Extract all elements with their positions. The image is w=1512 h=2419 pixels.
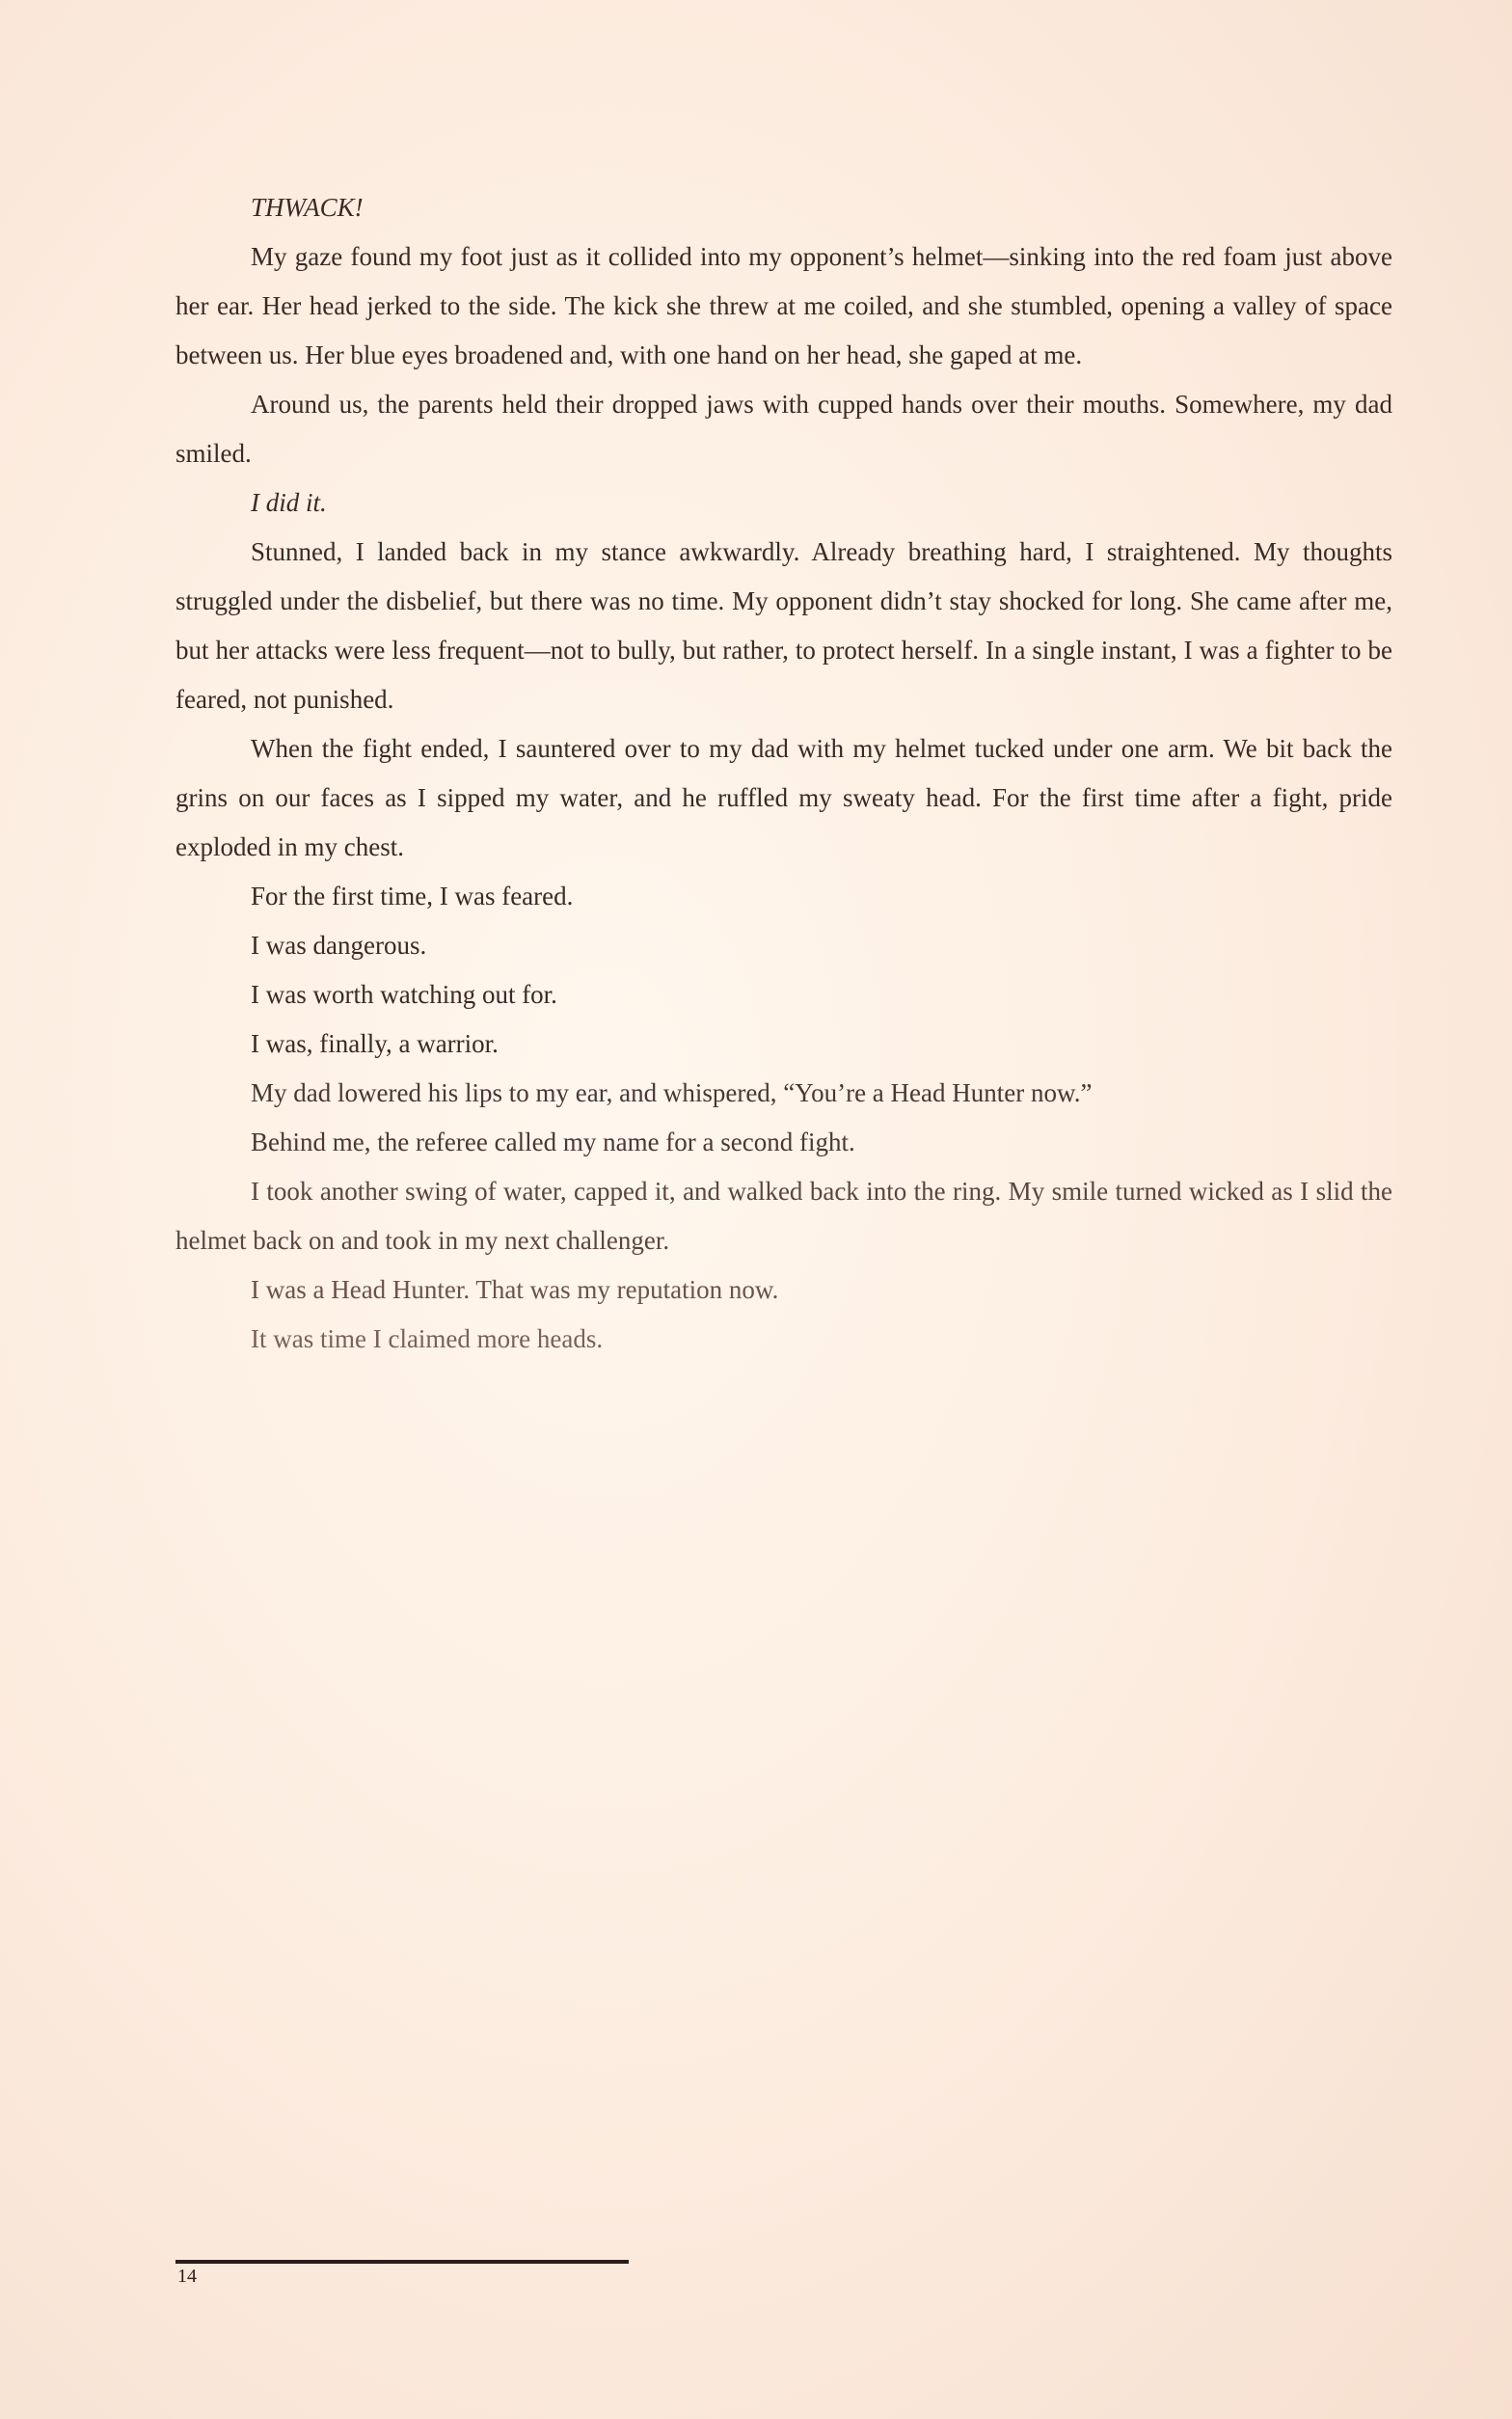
paragraph-head-hunter-whisper: My dad lowered his lips to my ear, and whispered, “You’re a Head Hunter now.” xyxy=(251,1078,1093,1107)
paragraph-another-swing: I took another swing of water, capped it, and walked back into the ring. My smile turned wicked as I slid the helmet back on and took in my next challenger. xyxy=(176,1177,1392,1255)
paragraph-claimed-heads: It was time I claimed more heads. xyxy=(251,1324,604,1353)
paragraph-feared: For the first time, I was feared. xyxy=(251,882,574,911)
paragraph-worth-watching: I was worth watching out for. xyxy=(251,980,557,1009)
paragraph-referee: Behind me, the referee called my name for a second fight. xyxy=(251,1128,855,1156)
paragraph-parents: Around us, the parents held their dropped jaws with cupped hands over their mouths. Somewhere, my dad smiled. xyxy=(176,390,1392,468)
paragraph-fight-ended: When the fight ended, I sauntered over to my dad with my helmet tucked under one arm. We bit back the grins on our faces as I sipped my water, and he ruffled my sweaty head. For the first time after a fight, pride exploded in my chest. xyxy=(176,734,1392,861)
page-number: 14 xyxy=(177,2266,197,2287)
paragraph-sound-effect: THWACK! xyxy=(251,193,364,222)
footer-rule xyxy=(176,2260,629,2264)
paragraph-reputation: I was a Head Hunter. That was my reputation now. xyxy=(251,1275,779,1304)
paragraph-stunned: Stunned, I landed back in my stance awkwardly. Already breathing hard, I straightened. My thoughts struggled under the disbelief, but there was no time. My opponent didn’t stay shocked for long. She came after me, but her attacks were less frequent—not to bully, but rather, to protect herself. In a single instant, I was a fighter to be feared, not punished. xyxy=(176,537,1392,714)
paragraph-dangerous: I was dangerous. xyxy=(251,931,427,960)
book-page-body xyxy=(176,183,1392,1364)
paragraph-kick: My gaze found my foot just as it collided into my opponent’s helmet—sinking into the red foam just above her ear. Her head jerked to the side. The kick she threw at me coiled, and she stumbled, opening a valley of space between us. Her blue eyes broadened and, with one hand on her head, she gaped at me. xyxy=(176,242,1392,369)
paragraph-warrior: I was, finally, a warrior. xyxy=(251,1029,499,1058)
paragraph-i-did-it: I did it. xyxy=(251,488,327,517)
